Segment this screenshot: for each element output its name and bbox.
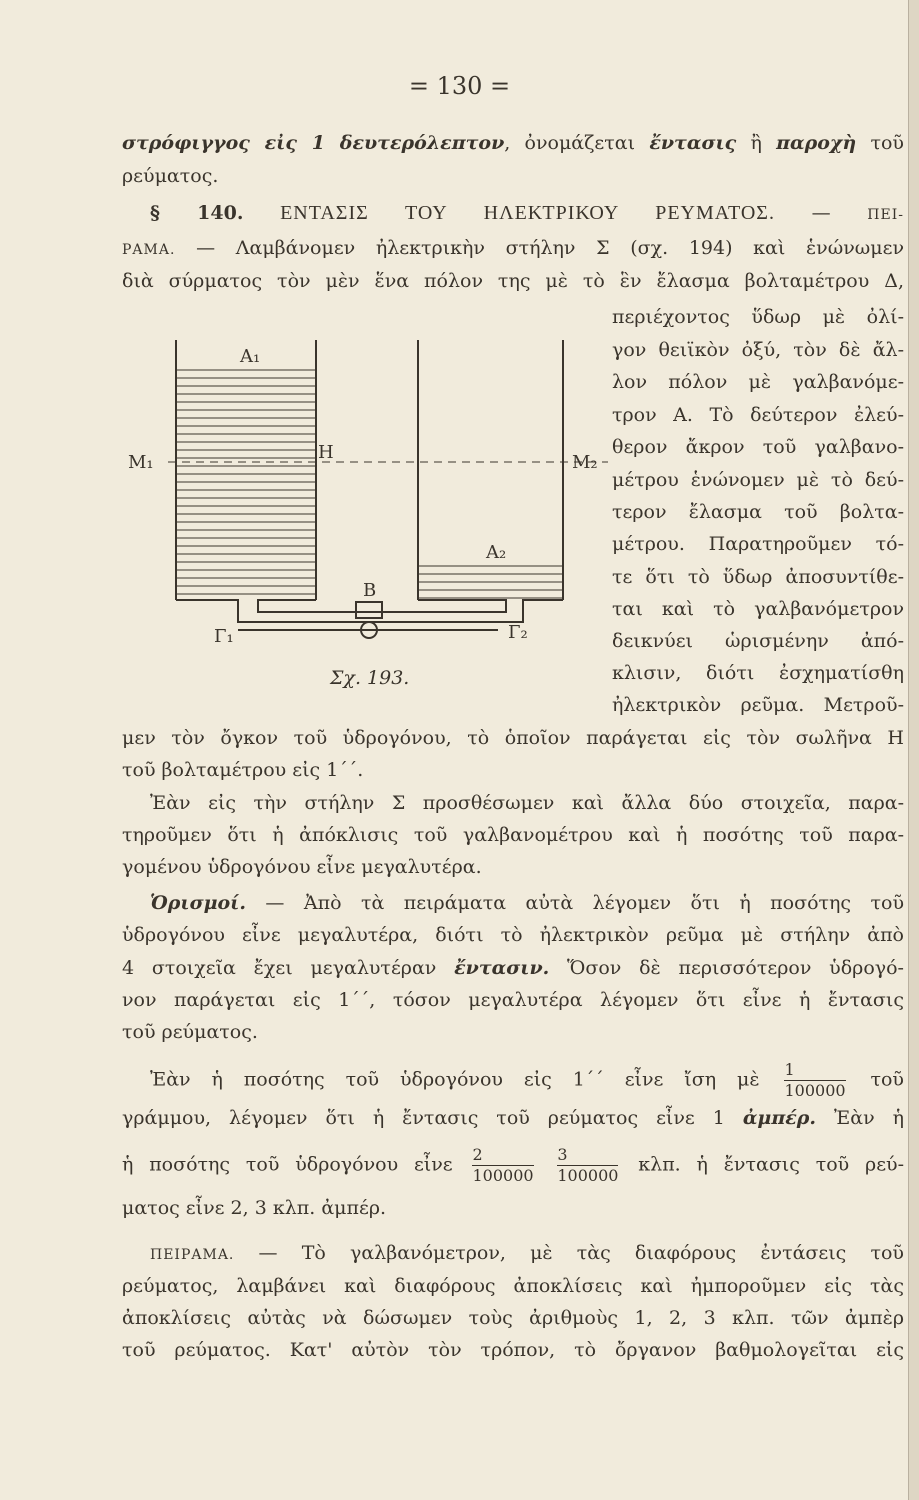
text-line: λον πόλον μὲ γαλβανόμε- bbox=[612, 371, 904, 393]
text-line: γον θειϊκὸν ὀξύ, τὸν δὲ ἄλ- bbox=[612, 339, 904, 361]
communicating-vessels-figure bbox=[128, 330, 608, 700]
text-line bbox=[150, 890, 904, 916]
text-span: — Τὸ γαλβανόμετρον, μὲ τὰς διαφόρους ἐντάσεις τοῦ bbox=[234, 1242, 904, 1264]
section-heading bbox=[150, 200, 904, 228]
fraction bbox=[557, 1145, 618, 1186]
italic-term: Ὁρισμοί. bbox=[150, 892, 246, 914]
text-line: νον παράγεται εἰς 1΄΄, τόσον μεγαλυτέρα λέγομεν ὅτι εἶνε ἡ ἔντασις bbox=[122, 989, 904, 1011]
text-line: μέτρου. Παρατηροῦμεν τό- bbox=[612, 533, 904, 555]
text-span: — Λαμβάνομεν ἠλεκτρικὴν στήλην Σ (σχ. 194) καὶ ἑνώνωμεν bbox=[175, 237, 904, 259]
small-caps: ΡΑΜΑ. bbox=[122, 242, 176, 258]
italic-term: στρόφιγγος εἰς 1 δευτερόλεπτον bbox=[122, 132, 505, 154]
text-line: Ἐὰν εἰς τὴν στήλην Σ προσθέσωμεν καὶ ἄλλα δύο στοιχεῖα, παρα- bbox=[150, 792, 904, 814]
label-g1: Γ₁ bbox=[214, 626, 234, 647]
text-line: τρον Α. Τὸ δεύτερον ἐλεύ- bbox=[612, 404, 904, 426]
page-number: = 130 = bbox=[408, 72, 511, 100]
section-title: ΕΝΤΑΣΙΣ ΤΟΥ ΗΛΕΚΤΡΙΚΟΥ ΡΕΥΜΑΤΟΣ. bbox=[243, 202, 775, 224]
fraction-denominator: 100000 bbox=[557, 1166, 619, 1185]
text-span: Ἐὰν ἡ bbox=[816, 1107, 904, 1129]
text-line bbox=[122, 235, 904, 263]
label-a1: A₁ bbox=[240, 346, 261, 367]
fraction-numerator: 2 bbox=[472, 1145, 483, 1164]
label-m2: M₂ bbox=[572, 452, 598, 473]
fraction-denominator: 100000 bbox=[472, 1166, 534, 1185]
text-line: δεικνύει ὡρισμένην ἀπό- bbox=[612, 630, 904, 652]
fraction-numerator: 1 bbox=[784, 1060, 795, 1079]
text-line: θερον ἄκρον τοῦ γαλβανο- bbox=[612, 436, 904, 458]
italic-term: ἀμπέρ. bbox=[742, 1107, 817, 1129]
text-line: ἀποκλίσεις αὐτὰς νὰ δώσωμεν τοὺς ἀριθμοὺς 1, 2, 3 κλπ. τῶν ἀμπὲρ bbox=[122, 1307, 904, 1329]
text-span: τοῦ bbox=[870, 1068, 904, 1091]
text-line: ἠλεκτρικὸν ρεῦμα. Μετροῦ- bbox=[612, 694, 904, 716]
text-line: μεν τὸν ὄγκον τοῦ ὑδρογόνου, τὸ ὁποῖον παράγεται εἰς τὸν σωλῆνα Η bbox=[122, 727, 904, 749]
text-line bbox=[122, 1105, 904, 1131]
text-line: ρεύματος. bbox=[122, 165, 219, 187]
text-line: τερον ἔλασμα τοῦ βολτα- bbox=[612, 501, 904, 523]
label-m1: M₁ bbox=[128, 452, 154, 473]
fraction-numerator: 3 bbox=[557, 1145, 568, 1164]
text-span: , ὀνομάζεται bbox=[504, 132, 650, 154]
text-line: τοῦ ρεύματος. Κατ' αὐτὸν τὸν τρόπον, τὸ ὄργανον βαθμολογεῖται εἰς bbox=[122, 1339, 904, 1361]
text-span: ἡ ποσότης τοῦ ὑδρογόνου εἶνε bbox=[122, 1153, 453, 1176]
italic-term: παροχὴ bbox=[776, 132, 857, 154]
fraction-denominator: 100000 bbox=[784, 1081, 846, 1100]
text-line: τοῦ βολταμέτρου εἰς 1΄΄. bbox=[122, 759, 364, 781]
text-line: ται καὶ τὸ γαλβανόμετρον bbox=[612, 598, 904, 620]
text-span: κλπ. ἡ ἔντασις τοῦ ρεύ- bbox=[638, 1153, 905, 1176]
text-line: ματος εἶνε 2, 3 κλπ. ἀμπέρ. bbox=[122, 1197, 387, 1219]
small-caps: ΠΕΙΡΑΜΑ. bbox=[150, 1247, 235, 1263]
text-line: γομένου ὑδρογόνου εἶνε μεγαλυτέρα. bbox=[122, 856, 482, 878]
text-line: διὰ σύρματος τὸν μὲν ἕνα πόλον της μὲ τὸ ἓν ἔλασμα βολταμέτρου Δ, bbox=[122, 270, 904, 292]
text-line: τε ὅτι τὸ ὕδωρ ἀποσυντίθε- bbox=[612, 566, 904, 588]
figure-caption: Σχ. 193. bbox=[330, 667, 410, 689]
text-span: γράμμου, λέγομεν ὅτι ἡ ἔντασις τοῦ ρεύματος εἶνε 1 bbox=[122, 1107, 743, 1129]
italic-term: ἔντασις bbox=[649, 132, 737, 154]
text-span: 4 στοιχεῖα ἔχει μεγαλυτέραν bbox=[122, 957, 455, 979]
section-number: § 140. bbox=[150, 202, 244, 224]
text-line bbox=[122, 130, 904, 156]
label-h: H bbox=[318, 442, 334, 463]
label-g2: Γ₂ bbox=[508, 622, 528, 643]
text-span: τοῦ bbox=[856, 132, 904, 154]
text-line bbox=[122, 955, 904, 981]
small-caps: ΠΕΙ- bbox=[867, 207, 904, 223]
text-span: ἢ bbox=[736, 132, 777, 154]
text-line: τοῦ ρεύματος. bbox=[122, 1021, 258, 1043]
text-line: μέτρου ἑνώνομεν μὲ τὸ δεύ- bbox=[612, 469, 904, 491]
text-span: Ὅσον δὲ περισσότερον ὑδρογό- bbox=[549, 957, 904, 979]
text-span: — Ἀπὸ τὰ πειράματα αὐτὰ λέγομεν ὅτι ἡ ποσότης τοῦ bbox=[245, 892, 904, 914]
text-span: — bbox=[774, 202, 868, 224]
text-span: Ἐὰν ἡ ποσότης τοῦ ὑδρογόνου εἰς 1΄΄ εἶνε ἴση μὲ bbox=[150, 1068, 760, 1091]
text-line: ὑδρογόνου εἶνε μεγαλυτέρα, διότι τὸ ἠλεκτρικὸν ρεῦμα μὲ στήλην ἀπὸ bbox=[122, 924, 904, 946]
fraction bbox=[784, 1060, 845, 1101]
text-line bbox=[150, 1240, 904, 1268]
text-line: κλισιν, διότι ἐσχηματίσθη bbox=[612, 662, 904, 684]
text-line: τηροῦμεν ὅτι ἡ ἀπόκλισις τοῦ γαλβανομέτρου καὶ ἡ ποσότης τοῦ παρα- bbox=[122, 824, 904, 846]
italic-term: ἔντασιν. bbox=[454, 957, 550, 979]
label-b: B bbox=[363, 580, 377, 601]
text-line bbox=[122, 1145, 904, 1186]
text-line: ρεύματος, λαμβάνει καὶ διαφόρους ἀποκλίσεις καὶ ἠμποροῦμεν εἰς τὰς bbox=[122, 1275, 904, 1297]
label-a2: A₂ bbox=[486, 542, 507, 563]
text-line: περιέχοντος ὕδωρ μὲ ὀλί- bbox=[612, 306, 904, 328]
text-line bbox=[150, 1060, 904, 1101]
page-edge bbox=[908, 0, 919, 1500]
fraction bbox=[472, 1145, 533, 1186]
